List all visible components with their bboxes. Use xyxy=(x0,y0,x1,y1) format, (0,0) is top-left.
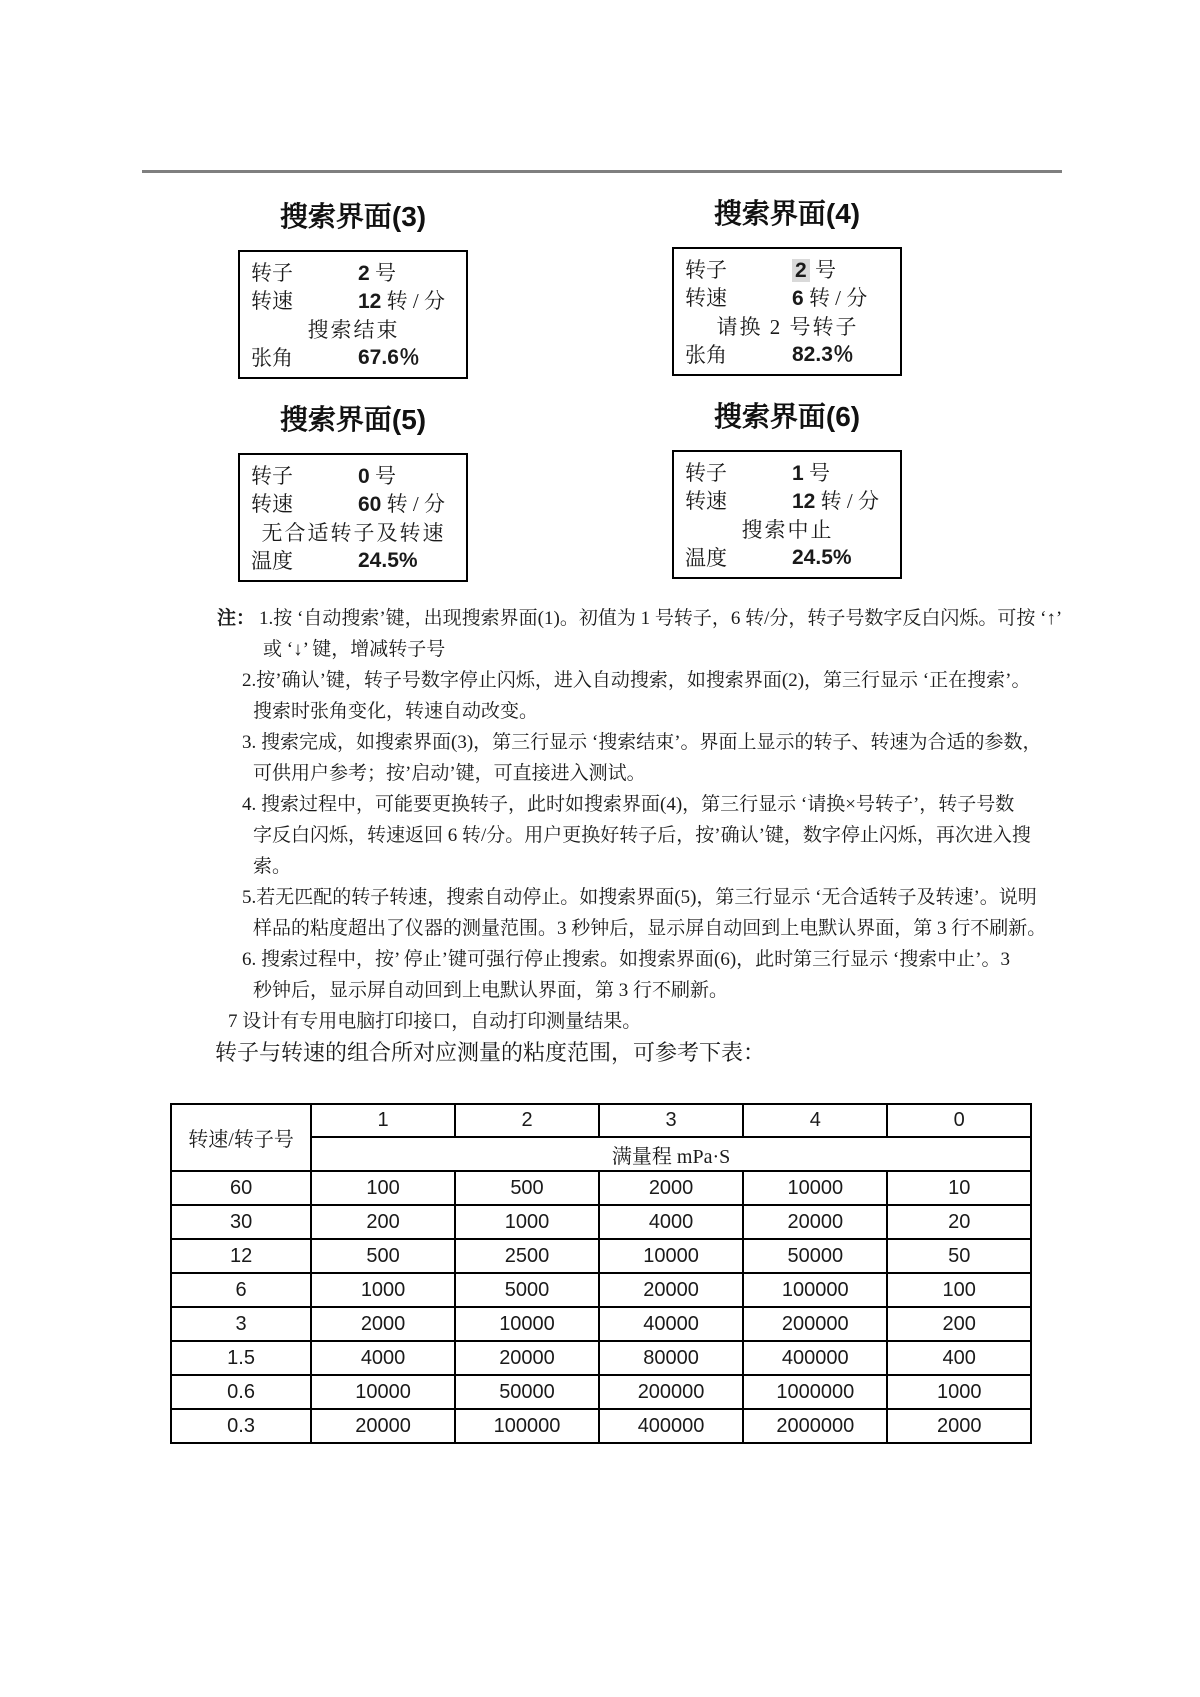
rotor-column-header: 1 xyxy=(311,1104,455,1137)
range-cell: 200000 xyxy=(599,1375,743,1409)
note-line: 6. 搜索过程中，按’ 停止’键可强行停止搜索。如搜索界面(6)，此时第三行显示 ‘搜索中止’。3 xyxy=(242,949,1011,970)
rotor-column-header: 0 xyxy=(887,1104,1031,1137)
full-scale-header-cell: 满量程 mPa·S xyxy=(311,1137,1031,1171)
range-cell: 2000 xyxy=(311,1307,455,1341)
range-cell: 2000 xyxy=(887,1409,1031,1443)
table-row xyxy=(171,1239,1031,1273)
angle-value: 67.6％ xyxy=(358,345,420,369)
rotor-column-header: 2 xyxy=(455,1104,599,1137)
status-row xyxy=(685,516,890,544)
speed-cell: 0.3 xyxy=(171,1409,311,1443)
range-cell: 2000 xyxy=(599,1171,743,1205)
range-cell: 50 xyxy=(887,1239,1031,1273)
angle-label: 张角 xyxy=(251,345,293,370)
rotor-row xyxy=(251,259,456,287)
lcd-display xyxy=(672,450,902,579)
temperature-value: 24.5% xyxy=(358,548,418,572)
range-cell: 2000000 xyxy=(743,1409,887,1443)
panel-title: 搜索界面(6) xyxy=(713,401,861,432)
status-row xyxy=(251,316,456,344)
range-cell: 40000 xyxy=(599,1307,743,1341)
note-text: 1.按 ‘自动搜索’键，出现搜索界面(1)。初值为 1 号转子，6 转/分，转子号数字反白闪烁。可按 ‘↑’ xyxy=(259,608,1063,629)
status-message: 无合适转子及转速 xyxy=(261,520,446,545)
speed-label: 转速 xyxy=(685,489,727,514)
range-cell: 10 xyxy=(887,1171,1031,1205)
status-message: 搜索中止 xyxy=(741,517,834,542)
range-cell: 10000 xyxy=(599,1239,743,1273)
range-cell: 400000 xyxy=(599,1409,743,1443)
speed-cell: 12 xyxy=(171,1239,311,1273)
range-cell: 80000 xyxy=(599,1341,743,1375)
note-line: 可供用户参考；按’启动’键，可直接进入测试。 xyxy=(253,763,646,784)
panel-title: 搜索界面(3) xyxy=(279,201,427,232)
speed-cell: 60 xyxy=(171,1171,311,1205)
range-cell: 1000 xyxy=(455,1205,599,1239)
note-line: 5.若无匹配的转子转速，搜索自动停止。如搜索界面(5)，第三行显示 ‘无合适转子及转速’。说明 xyxy=(242,887,1037,908)
range-cell: 20000 xyxy=(311,1409,455,1443)
rotor-row xyxy=(251,462,456,490)
status-message: 搜索结束 xyxy=(307,317,400,342)
angle-row xyxy=(685,341,890,369)
speed-value: 12 转 / 分 xyxy=(358,289,445,314)
range-cell: 20000 xyxy=(599,1273,743,1307)
table-row xyxy=(171,1273,1031,1307)
rotor-label: 转子 xyxy=(251,261,293,285)
speed-cell: 30 xyxy=(171,1205,311,1239)
speed-label: 转速 xyxy=(251,289,293,314)
range-cell: 500 xyxy=(311,1239,455,1273)
highlighted-rotor-number: 2 xyxy=(792,259,810,282)
speed-cell: 3 xyxy=(171,1307,311,1341)
table-row xyxy=(171,1341,1031,1375)
range-cell: 100 xyxy=(887,1273,1031,1307)
rotor-column-header: 3 xyxy=(599,1104,743,1137)
lcd-display xyxy=(238,453,468,582)
speed-cell: 1.5 xyxy=(171,1341,311,1375)
lcd-display xyxy=(238,250,468,379)
speed-value: 60 转 / 分 xyxy=(358,492,445,517)
range-cell: 100000 xyxy=(743,1273,887,1307)
note-line xyxy=(217,603,1063,634)
table-row xyxy=(171,1409,1031,1443)
speed-row xyxy=(251,490,456,518)
status-row xyxy=(251,519,456,547)
note-line: 搜索时张角变化，转速自动改变。 xyxy=(253,701,539,722)
note-line: 样品的粘度超出了仪器的测量范围。3 秒钟后，显示屏自动回到上电默认界面，第 3 行不刷新。 xyxy=(253,918,1047,939)
speed-label: 转速 xyxy=(685,286,727,311)
range-cell: 50000 xyxy=(455,1375,599,1409)
speed-cell: 6 xyxy=(171,1273,311,1307)
rotor-label: 转子 xyxy=(685,461,727,485)
range-cell: 50000 xyxy=(743,1239,887,1273)
rotor-value: 0 号 xyxy=(358,464,396,488)
range-cell: 20000 xyxy=(743,1205,887,1239)
note-line: 7 设计有专用电脑打印接口，自动打印测量结果。 xyxy=(228,1011,642,1032)
range-cell: 10000 xyxy=(455,1307,599,1341)
speed-value: 12 转 / 分 xyxy=(792,489,879,514)
rotor-row xyxy=(685,459,890,487)
rotor-label: 转子 xyxy=(685,258,727,282)
temperature-label: 温度 xyxy=(251,548,293,573)
angle-row xyxy=(251,344,456,372)
header-rule xyxy=(142,170,1062,173)
panel-title: 搜索界面(5) xyxy=(279,404,427,435)
table-row xyxy=(171,1171,1031,1205)
viscosity-range-table xyxy=(170,1103,1032,1444)
temperature-row xyxy=(251,547,456,575)
note-line: 或 ‘↓’ 键，增减转子号 xyxy=(263,639,446,660)
rotor-number-header-row xyxy=(171,1104,1031,1137)
rotor-value: 2 号 xyxy=(358,261,396,285)
range-cell: 100 xyxy=(311,1171,455,1205)
search-screen-3 xyxy=(238,201,468,379)
range-cell: 10000 xyxy=(743,1171,887,1205)
note-line: 索。 xyxy=(253,856,292,877)
range-cell: 200000 xyxy=(743,1307,887,1341)
temperature-label: 温度 xyxy=(685,545,727,570)
temperature-value: 24.5% xyxy=(792,545,852,569)
range-cell: 5000 xyxy=(455,1273,599,1307)
note-line: 2.按’确认’键，转子号数字停止闪烁，进入自动搜索，如搜索界面(2)，第三行显示 ‘正在搜索’。 xyxy=(242,670,1031,691)
range-cell: 20 xyxy=(887,1205,1031,1239)
range-cell: 400000 xyxy=(743,1341,887,1375)
range-cell: 500 xyxy=(455,1171,599,1205)
angle-value: 82.3％ xyxy=(792,342,854,366)
range-cell: 2500 xyxy=(455,1239,599,1273)
range-cell: 4000 xyxy=(311,1341,455,1375)
notes-block xyxy=(217,603,1063,1037)
rotor-value: 2 号 xyxy=(792,256,836,284)
notes-label: 注： xyxy=(217,608,256,629)
lcd-display xyxy=(672,247,902,376)
rotor-row xyxy=(685,256,890,284)
table-row xyxy=(171,1205,1031,1239)
status-message: 请换 2 号转子 xyxy=(716,314,859,339)
search-screen-4 xyxy=(672,198,902,376)
range-cell: 4000 xyxy=(599,1205,743,1239)
table-row xyxy=(171,1307,1031,1341)
table-lead-in: 转子与转速的组合所对应测量的粘度范围，可参考下表： xyxy=(215,1040,766,1065)
note-line: 4. 搜索过程中，可能要更换转子，此时如搜索界面(4)，第三行显示 ‘请换×号转子’，转子号数 xyxy=(242,794,1015,815)
range-cell: 1000000 xyxy=(743,1375,887,1409)
search-screen-6 xyxy=(672,401,902,579)
viscosity-table-body xyxy=(171,1171,1031,1443)
speed-cell: 0.6 xyxy=(171,1375,311,1409)
corner-header-cell: 转速/转子号 xyxy=(171,1104,311,1171)
angle-label: 张角 xyxy=(685,342,727,367)
note-line: 字反白闪烁，转速返回 6 转/分。用户更换好转子后，按’确认’键，数字停止闪烁，再次进入搜 xyxy=(253,825,1031,846)
range-cell: 1000 xyxy=(311,1273,455,1307)
speed-row xyxy=(685,487,890,515)
speed-value: 6 转 / 分 xyxy=(792,286,868,311)
rotor-value: 1 号 xyxy=(792,461,830,485)
status-row xyxy=(685,313,890,341)
range-cell: 100000 xyxy=(455,1409,599,1443)
search-screen-5 xyxy=(238,404,468,582)
temperature-row xyxy=(685,544,890,572)
table-header xyxy=(171,1104,1031,1171)
range-cell: 10000 xyxy=(311,1375,455,1409)
speed-row xyxy=(685,284,890,312)
speed-label: 转速 xyxy=(251,492,293,517)
table-row xyxy=(171,1375,1031,1409)
panel-title: 搜索界面(4) xyxy=(713,198,861,229)
rotor-column-header: 4 xyxy=(743,1104,887,1137)
rotor-label: 转子 xyxy=(251,464,293,488)
range-cell: 200 xyxy=(887,1307,1031,1341)
range-cell: 400 xyxy=(887,1341,1031,1375)
range-cell: 1000 xyxy=(887,1375,1031,1409)
note-line: 3. 搜索完成，如搜索界面(3)，第三行显示 ‘搜索结束’。界面上显示的转子、转速为合适的参数， xyxy=(242,732,1042,753)
range-cell: 20000 xyxy=(455,1341,599,1375)
speed-row xyxy=(251,287,456,315)
range-cell: 200 xyxy=(311,1205,455,1239)
note-line: 秒钟后，显示屏自动回到上电默认界面，第 3 行不刷新。 xyxy=(253,980,729,1001)
